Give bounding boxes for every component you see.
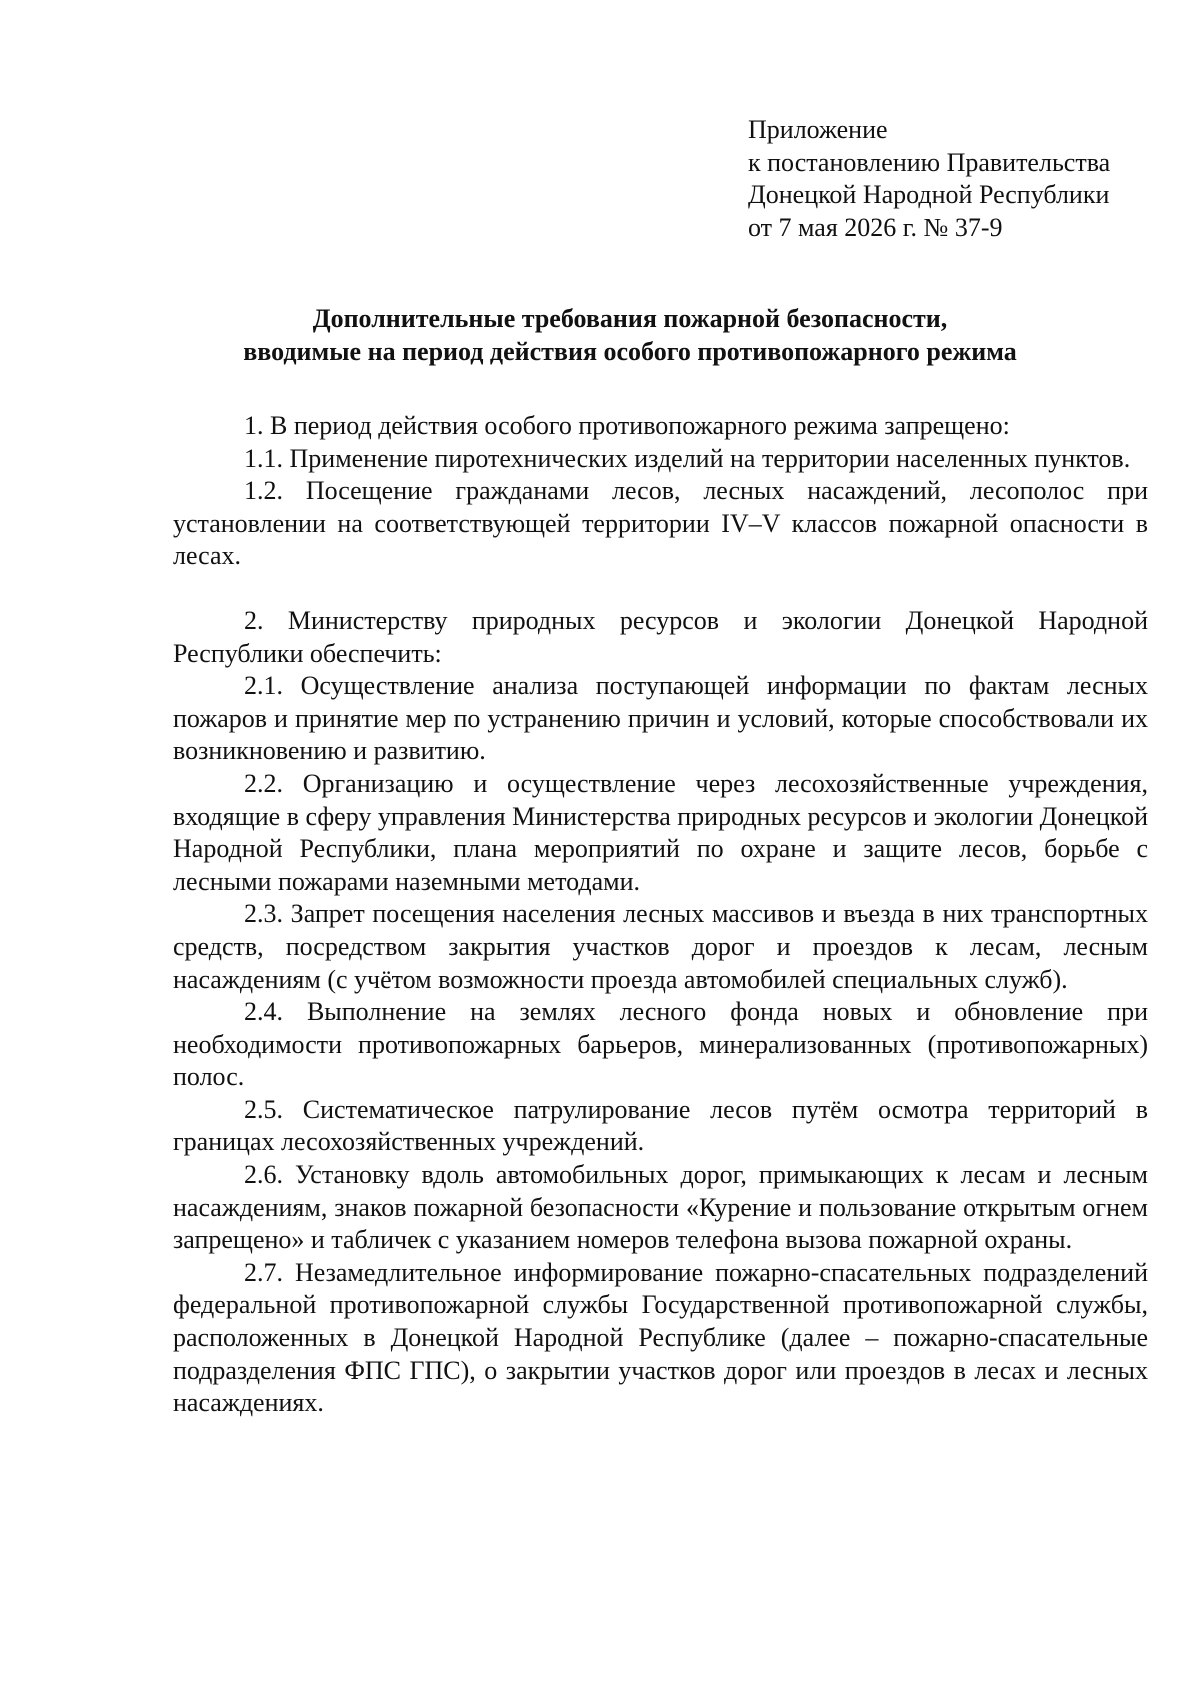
document-body	[173, 410, 1148, 1420]
appendix-line: Приложение	[748, 115, 888, 144]
paragraph-1-2: 1.2. Посещение гражданами лесов, лесных насаждений, лесополос при установлении на соответствующей территории IV–V классов пожарной опасности в лесах.	[173, 476, 1148, 571]
paragraph-2-1: 2.1. Осуществление анализа поступающей информации по фактам лесных пожаров и принятие мер по устранению причин и условий, которые способствовали их возникновению и развитию.	[173, 671, 1148, 766]
paragraph-2-5: 2.5. Систематическое патрулирование лесов путём осмотра территорий в границах лесохозяйственных учреждений.	[173, 1094, 1148, 1157]
title-line: Дополнительные требования пожарной безопасности,	[312, 304, 948, 333]
paragraph-2-6: 2.6. Установку вдоль автомобильных дорог, примыкающих к лесам и лесным насаждениям, знаков пожарной безопасности «Курение и пользование открытым огнем запрещено» и табличек с указанием номеров телефона вызова пожарной охраны.	[173, 1160, 1148, 1255]
paragraph-1-1: 1.1. Применение пиротехнических изделий на территории населенных пунктов.	[244, 443, 1131, 473]
paragraph-1: 1. В период действия особого противопожарного режима запрещено:	[244, 411, 1010, 440]
paragraph-2-2: 2.2. Организацию и осуществление через лесохозяйственные учреждения, входящие в сферу управления Министерства природных ресурсов и экологии Донецкой Народной Республики, плана мероприятий по охране и защите лесов, борьбе с лесными пожарами наземными методами.	[173, 768, 1148, 896]
appendix-line: Донецкой Народной Республики	[748, 180, 1110, 209]
title-line: вводимые на период действия особого противопожарного режима	[243, 337, 1017, 366]
paragraph-2-3: 2.3. Запрет посещения населения лесных массивов и въезда в них транспортных средств, посредством закрытия участков дорог и проездов к лесам, лесным насаждениям (с учётом возможности проезда автомобилей специальных служб).	[173, 899, 1148, 994]
document-title	[140, 302, 1120, 368]
appendix-line: к постановлению Правительства	[748, 147, 1111, 177]
paragraph-2: 2. Министерству природных ресурсов и экологии Донецкой Народной Республики обеспечить:	[173, 605, 1148, 668]
appendix-header	[748, 114, 1168, 244]
paragraph-2-7: 2.7. Незамедлительное информирование пожарно-спасательных подразделений федеральной противопожарной службы Государственной противопожарной службы, расположенных в Донецкой Народной Республике (далее – пожарно-спасательные подразделения ФПС ГПС), о закрытии участков дорог или проездов в лесах и лесных насаждениях.	[173, 1257, 1148, 1418]
paragraph-2-4: 2.4. Выполнение на землях лесного фонда новых и обновление при необходимости противопожарных барьеров, минерализованных (противопожарных) полос.	[173, 997, 1148, 1092]
appendix-line: от 7 мая 2026 г. № 37-9	[748, 212, 1003, 242]
